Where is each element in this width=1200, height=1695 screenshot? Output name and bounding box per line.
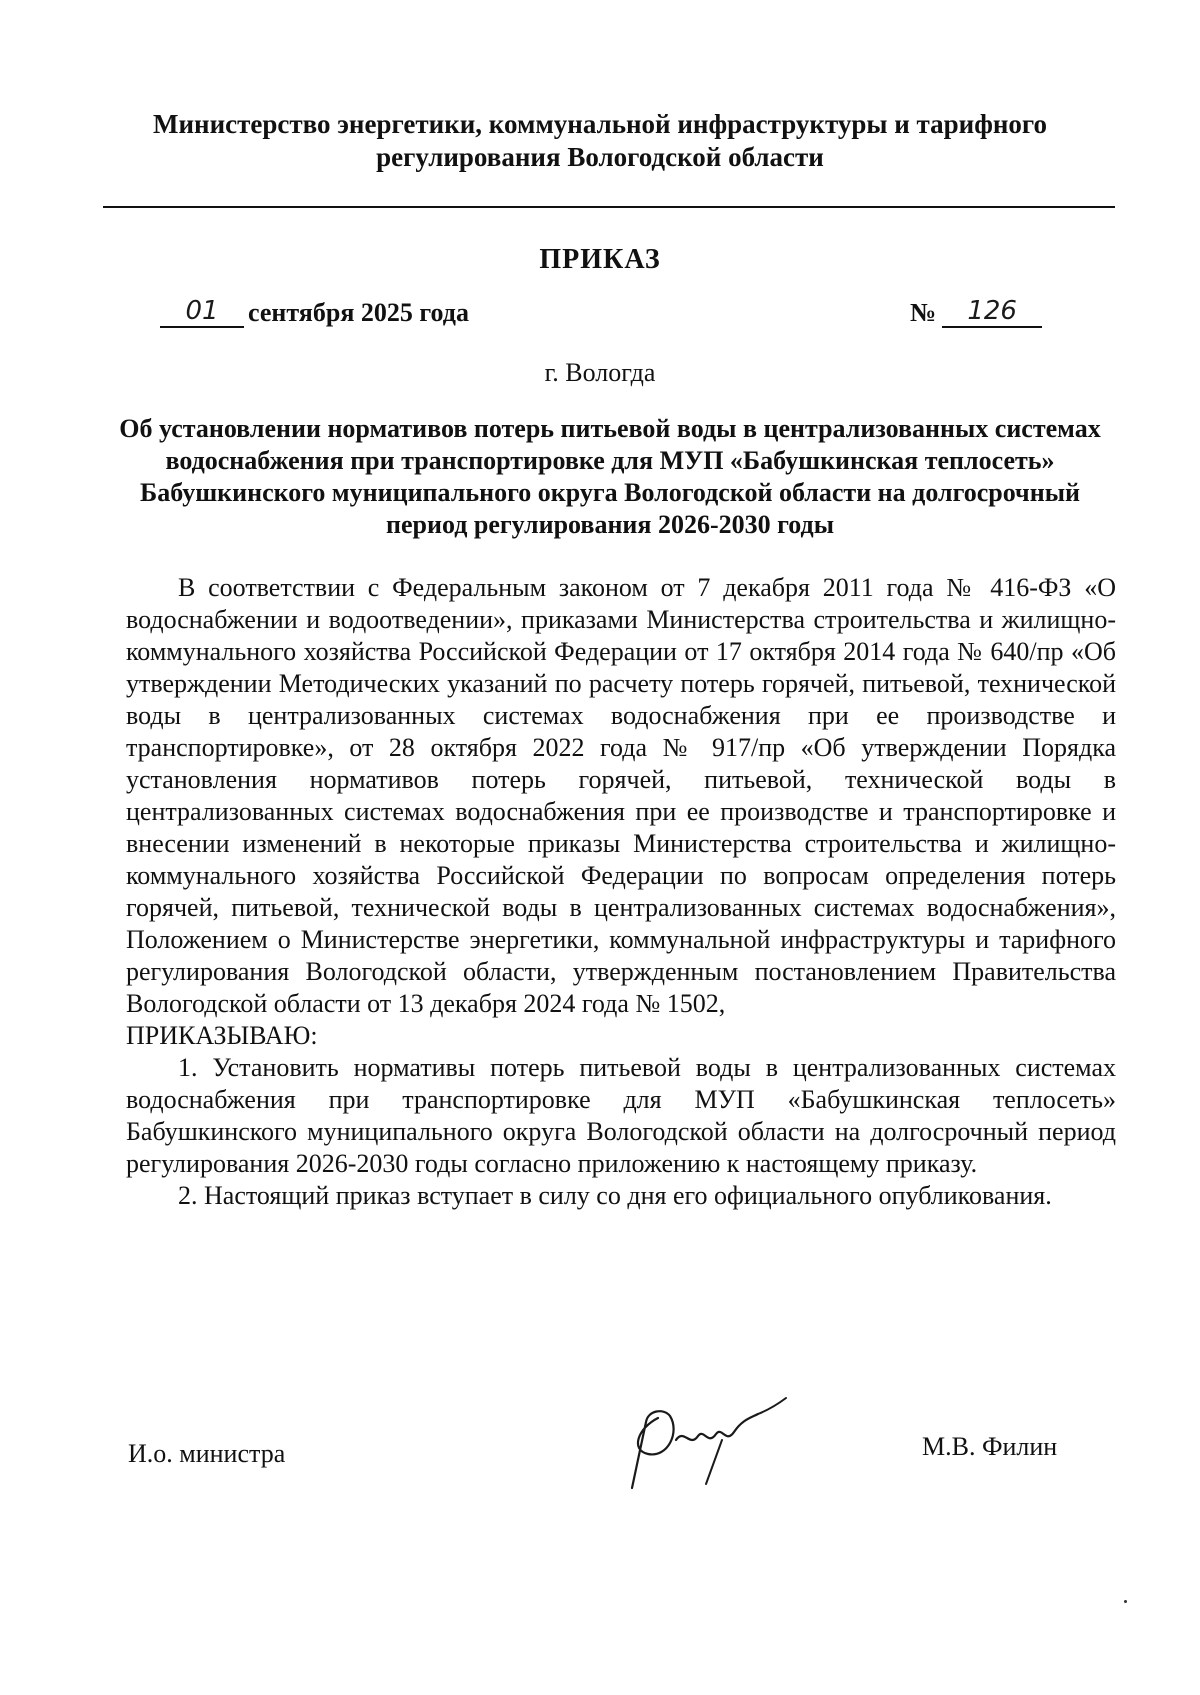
directive: ПРИКАЗЫВАЮ: [126,1021,318,1050]
ministry-header: Министерство энергетики, коммунальной инфраструктуры и тарифного регулирования Вологодской области [152,109,1048,172]
handwritten-signature [618,1388,818,1498]
scan-speck [1124,1600,1127,1603]
preamble-paragraph: В соответствии с Федеральным законом от 7 декабря 2011 года № 416-ФЗ «О водоснабжении и водоотведении», приказами Министерства строительства и жилищно-коммунального хозяйства Российской Федерации от 17 октября 2014 года № 640/пр «Об утверждении Методических указаний по расчету потерь горячей, питьевой, технической воды в централизованных системах водоснабжения при ее производстве и транспортировке», от 28 октября 2022 года № 917/пр «Об утверждении Порядка установления нормативов потерь горячей, питьевой, технической воды в централизованных системах водоснабжения при ее производстве и транспортировке и внесении изменений в некоторые приказы Министерства строительства и жилищно-коммунального хозяйства Российской Федерации по вопросам определения потерь горячей, питьевой, технической воды в централизованных системах водоснабжения», Положением о Министерстве энергетики, коммунальной инфраструктуры и тарифного регулирования Вологодской области, утвержденным постановлением Правительства Вологодской области от 13 декабря 2024 года № 1502, [126,573,1116,1018]
order-title: ПРИКАЗ [539,244,661,275]
handwritten-number: 126 [942,296,1042,328]
number-label: № [910,298,937,327]
city: г. Вологда [544,358,656,387]
signatory-position: И.о. министра [128,1439,286,1468]
item-2: 2. Настоящий приказ вступает в силу со дня его официального опубликования. [178,1181,1052,1210]
date-text: сентября 2025 года [248,298,469,327]
order-number [910,296,1042,328]
handwritten-day: 01 [160,296,244,328]
order-date [160,296,469,328]
order-subject: Об установлении нормативов потерь питьевой воды в централизованных системах водоснабжения при транспортировке для МУП «Бабушкинская теплосеть» Бабушкинского муниципального округа Вологодской области на долгосрочный период регулирования 2026-2030 годы [119,414,1101,539]
item-1: 1. Установить нормативы потерь питьевой воды в централизованных системах водоснабжения при транспортировке для МУП «Бабушкинская теплосеть» Бабушкинского муниципального округа Вологодской области на долгосрочный период регулирования 2026-2030 годы согласно приложению к настоящему приказу. [126,1053,1116,1178]
header-divider [103,206,1115,208]
signatory-name: М.В. Филин [922,1432,1058,1461]
order-body [126,572,1116,1212]
